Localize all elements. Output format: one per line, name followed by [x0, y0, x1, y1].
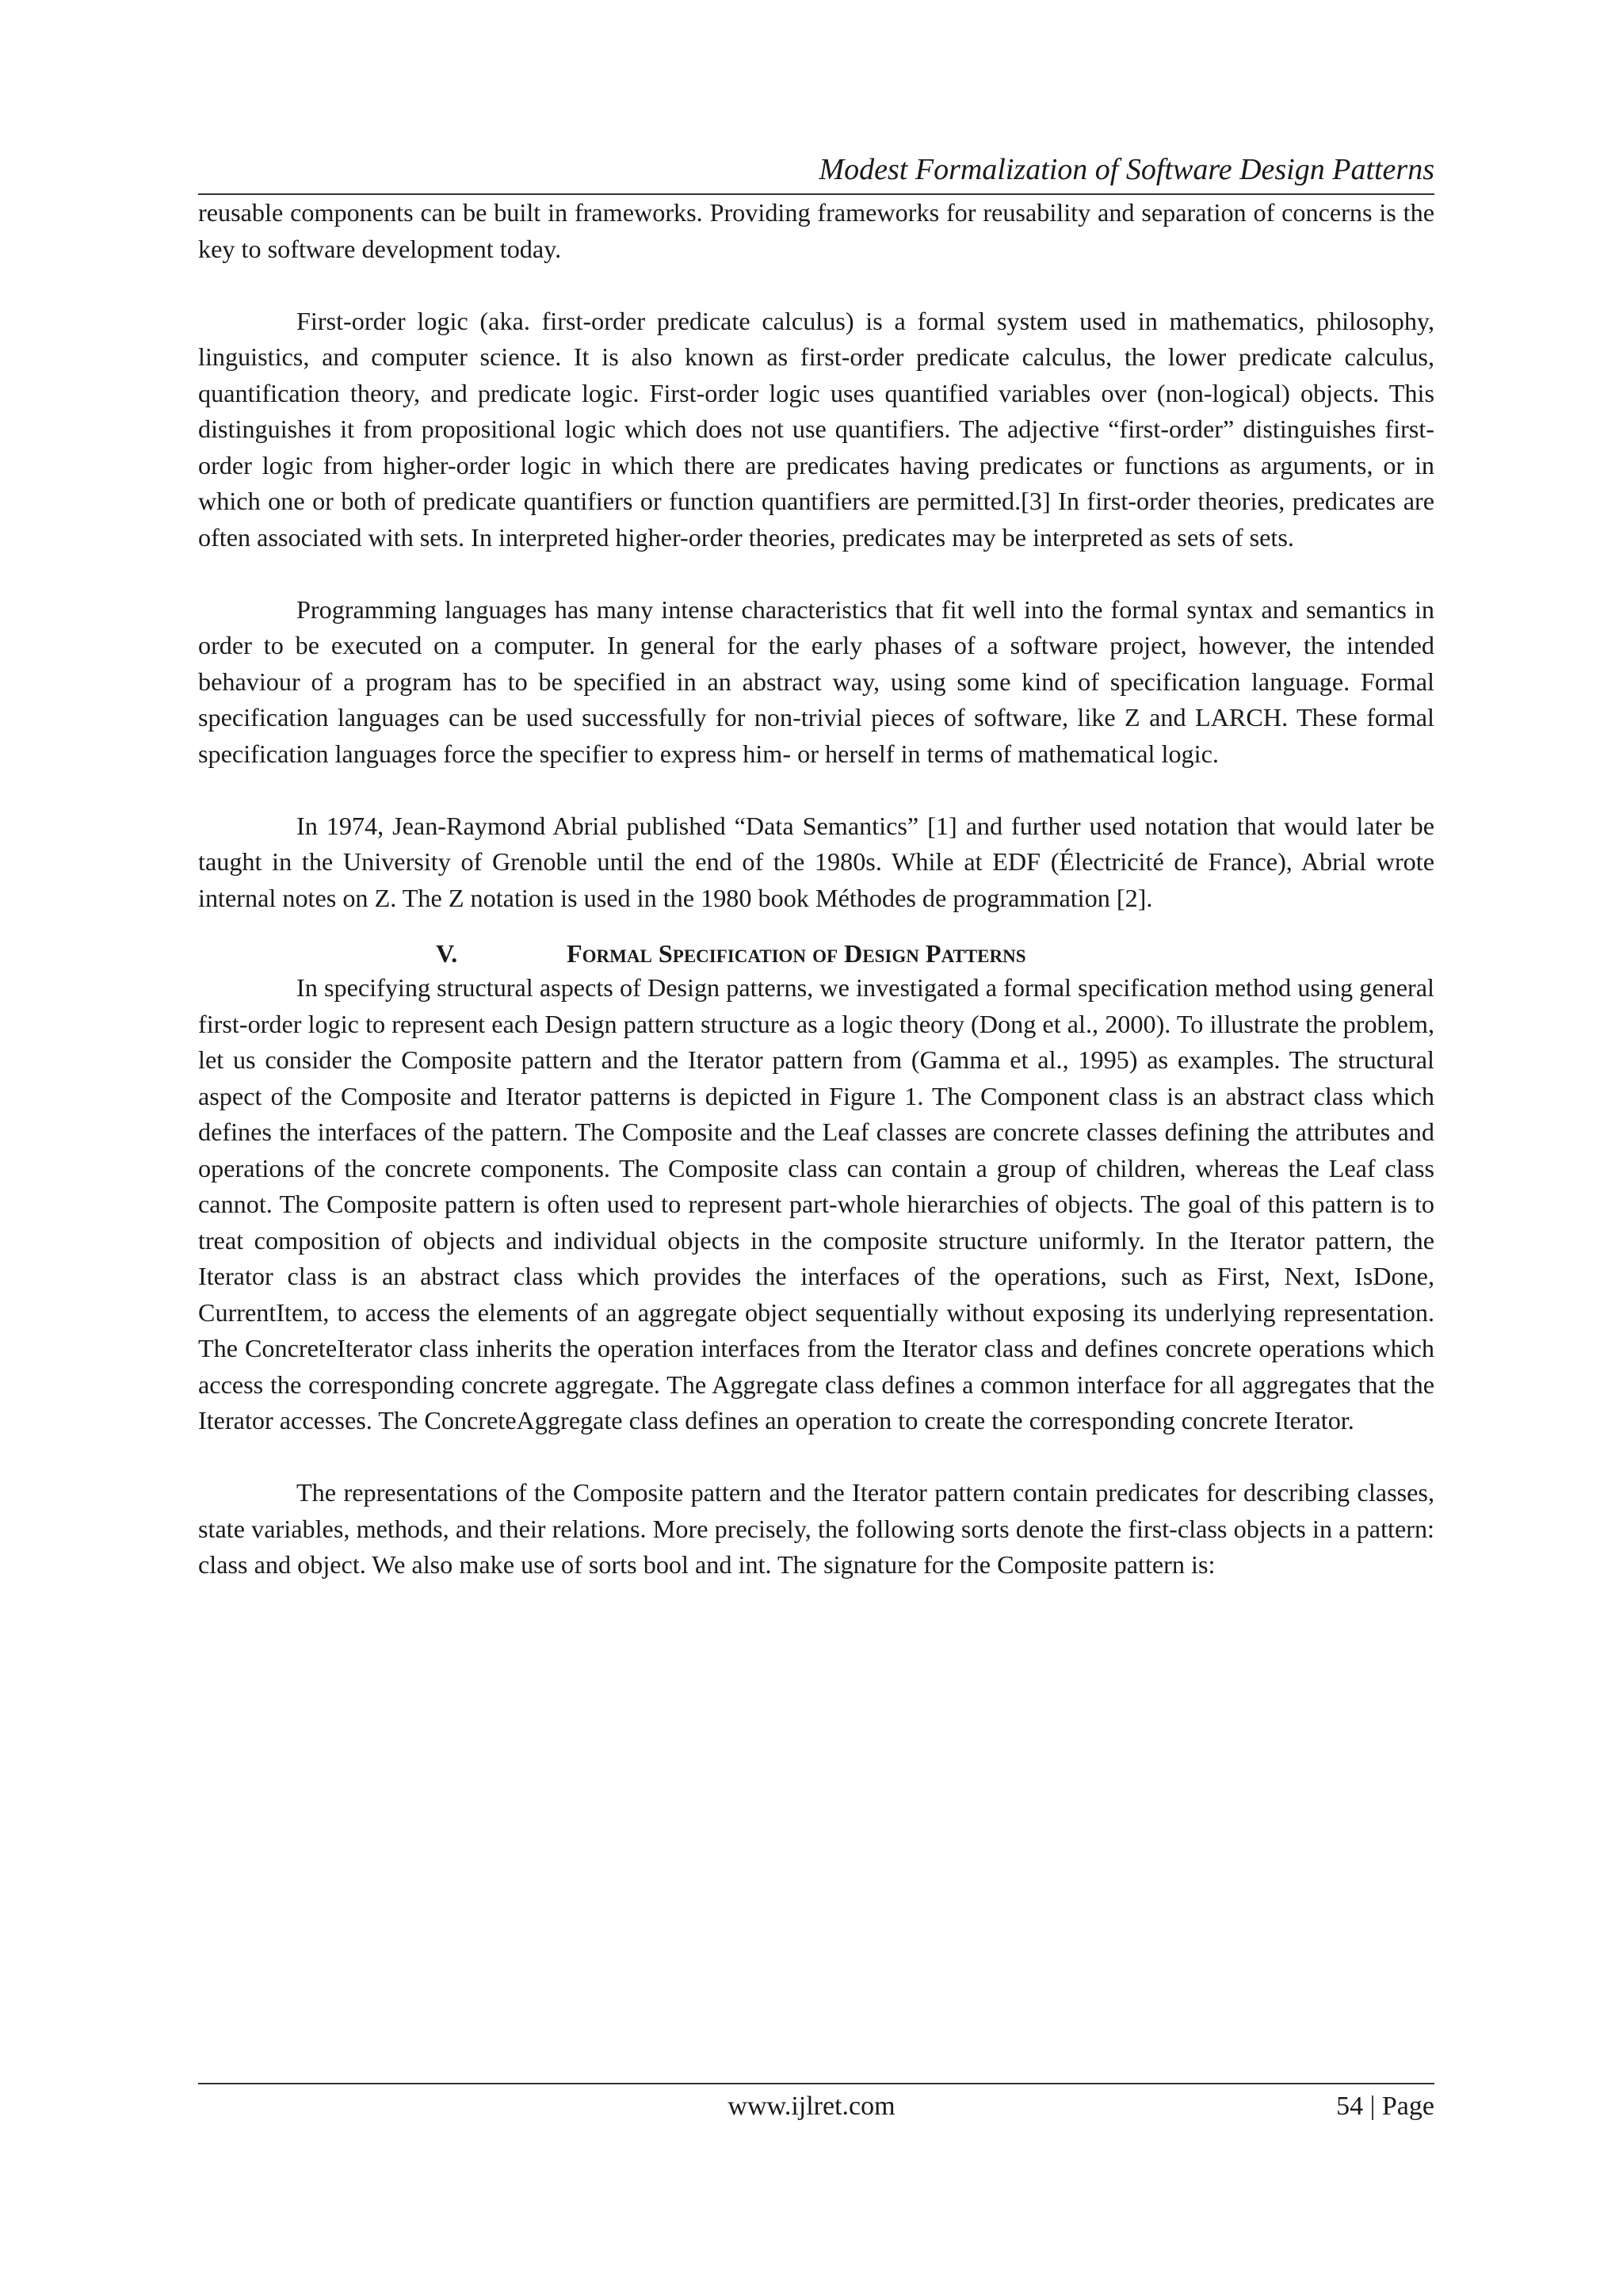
section-number: V.: [436, 939, 458, 968]
paragraph-spacer: [198, 556, 1434, 592]
paragraph-spacer: [198, 772, 1434, 808]
section-spacer: [198, 916, 1434, 937]
footer-website: www.ijlret.com: [727, 2092, 896, 2121]
paragraph-design-pattern-specification: In specifying structural aspects of Design patterns, we investigated a formal specification method using general first-order logic to represent each Design pattern structure as a logic theory (Dong et al., 2000). To illustrate the problem, let us consider the Composite pattern and the Iterator pattern from (Gamma et al., 1995) as examples. The structural aspect of the Composite and Iterator patterns is depicted in Figure 1. The Component class is an abstract class which defines the interfaces of the pattern. The Composite and the Leaf classes are concrete classes defining the attributes and operations of the concrete components. The Composite class can contain a group of children, whereas the Leaf class cannot. The Composite pattern is often used to represent part-whole hierarchies of objects. The goal of this pattern is to treat composition of objects and individual objects in the composite structure uniformly. In the Iterator pattern, the Iterator class is an abstract class which provides the interfaces of the operations, such as First, Next, IsDone, CurrentItem, to access the elements of an aggregate object sequentially without exposing its underlying representation. The ConcreteIterator class inherits the operation interfaces from the Iterator class and defines concrete operations which access the corresponding concrete aggregate. The Aggregate class defines a common interface for all aggregates that the Iterator accesses. The ConcreteAggregate class defines an operation to create the corresponding concrete Iterator.: [198, 973, 1434, 1435]
paragraph-first-order-logic: First-order logic (aka. first-order predicate calculus) is a formal system used in mathematics, philosophy, linguistics, and computer science. It is also known as first-order predicate calculus, the lower predicate calculus, quantification theory, and predicate logic. First-order logic uses quantified variables over (non-logical) objects. This distinguishes it from propositional logic which does not use quantifiers. The adjective “first-order” distinguishes first-order logic from higher-order logic in which there are predicates having predicates or functions as arguments, or in which one or both of predicate quantifiers or function quantifiers are permitted.[3] In first-order theories, predicates are often associated with sets. In interpreted higher-order theories, predicates may be interpreted as sets of sets.: [198, 306, 1434, 552]
paragraph-spacer: [198, 1439, 1434, 1476]
footer-rule: [198, 2083, 1434, 2084]
page-number: 54 | Page: [1336, 2092, 1434, 2121]
section-heading: [198, 937, 1434, 970]
paragraph-frameworks: reusable components can be built in frameworks. Providing frameworks for reusability and separation of concerns is the key to software development today.: [198, 198, 1434, 263]
running-title: Modest Formalization of Software Design Patterns: [819, 153, 1434, 186]
section-title: Formal Specification of Design Patterns: [567, 939, 1026, 968]
page-body: [198, 195, 1434, 1584]
paragraph-z-notation-history: In 1974, Jean-Raymond Abrial published “Data Semantics” [1] and further used notation that would later be taught in the University of Grenoble until the end of the 1980s. While at EDF (Électricité de France), Abrial wrote internal notes on Z. The Z notation is used in the 1980 book Méthodes de programmation [2].: [198, 811, 1434, 912]
paragraph-pattern-representations: The representations of the Composite pattern and the Iterator pattern contain predicates for describing classes, state variables, methods, and their relations. More precisely, the following sorts denote the first-class objects in a pattern: class and object. We also make use of sorts bool and int. The signature for the Composite pattern is:: [198, 1478, 1434, 1579]
paragraph-spacer: [198, 267, 1434, 304]
paragraph-programming-languages: Programming languages has many intense characteristics that fit well into the formal syntax and semantics in order to be executed on a computer. In general for the early phases of a software project, however, the intended behaviour of a program has to be specified in an abstract way, using some kind of specification language. Formal specification languages can be used successfully for non-trivial pieces of software, like Z and LARCH. These formal specification languages force the specifier to express him- or herself in terms of mathematical logic.: [198, 594, 1434, 768]
